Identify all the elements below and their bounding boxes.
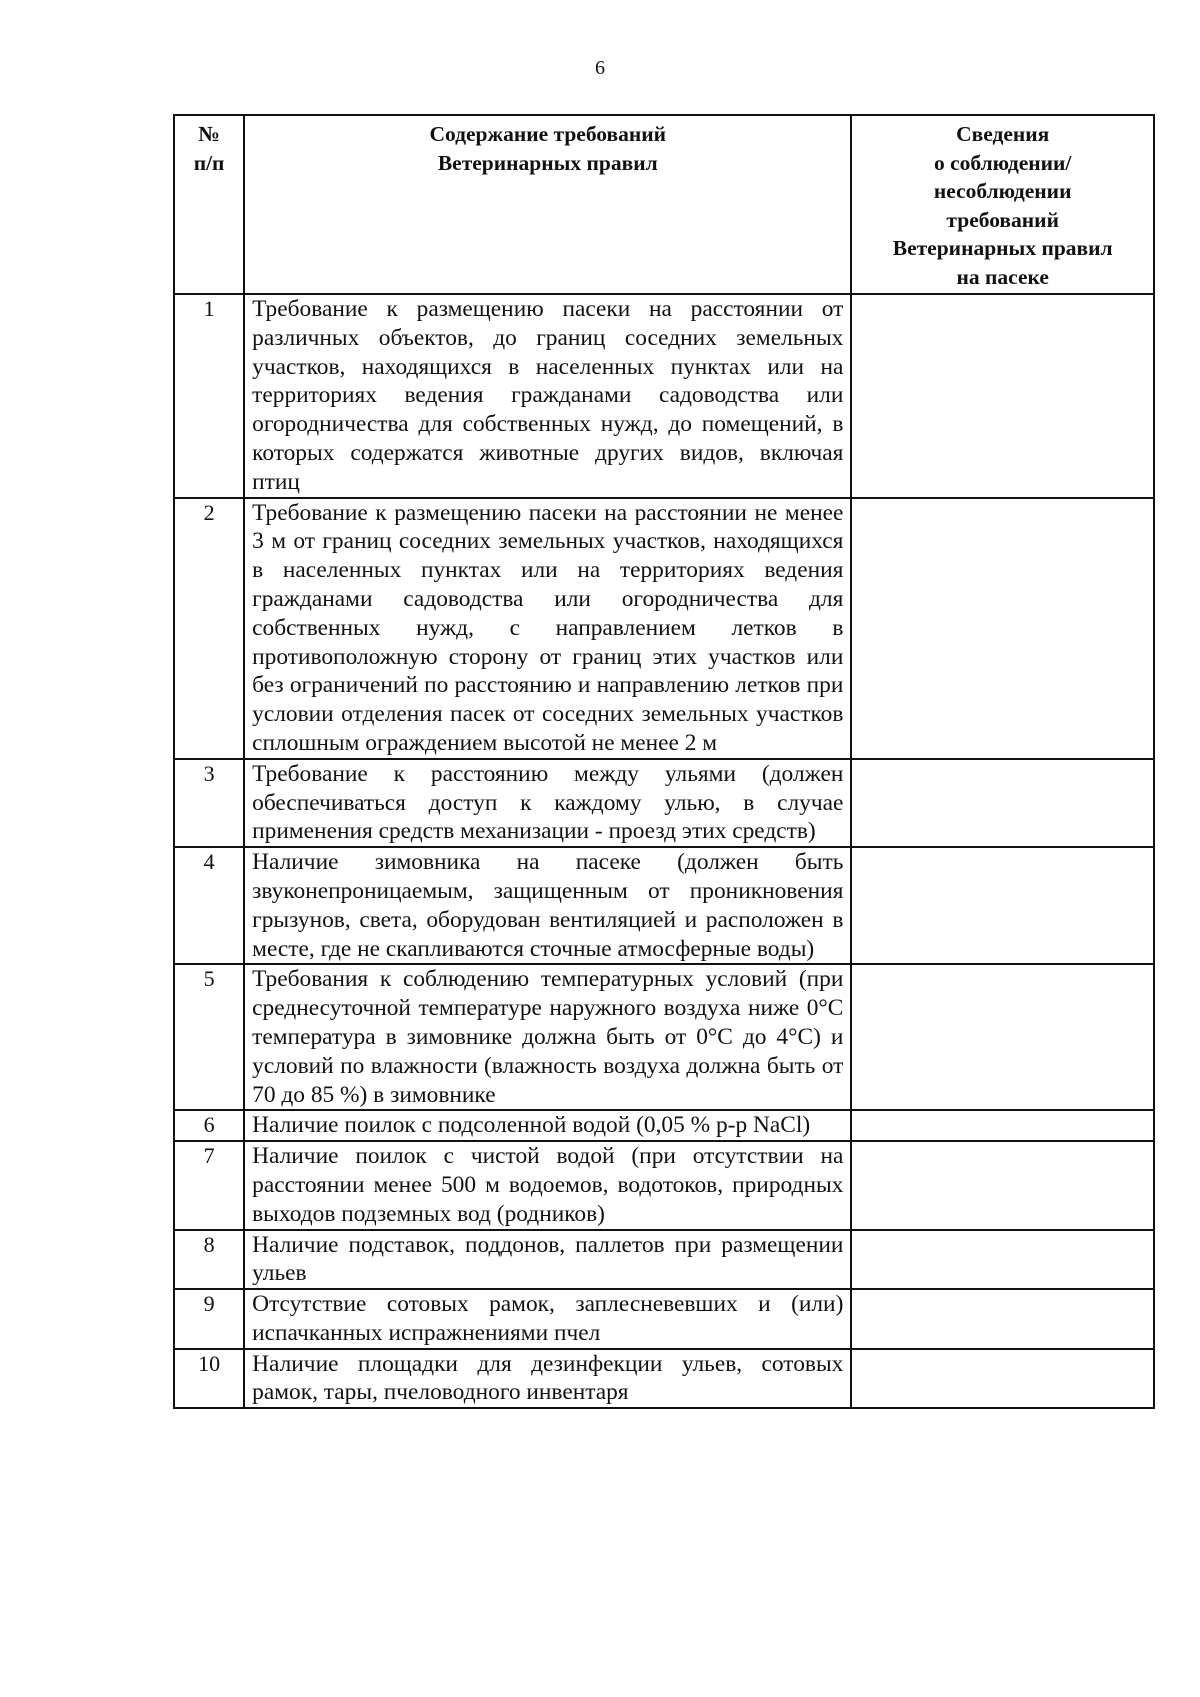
row-number: 10 [174, 1349, 244, 1409]
header-num-line: № [198, 122, 220, 146]
table-row [174, 1289, 1154, 1349]
requirement-text: Наличие подставок, поддонов, паллетов при размещении ульев [244, 1230, 851, 1290]
row-number: 5 [174, 964, 244, 1110]
compliance-cell [851, 1230, 1154, 1290]
row-number: 4 [174, 847, 244, 964]
header-status-line: о соблюдении/ [933, 150, 1072, 175]
row-number: 8 [174, 1230, 244, 1290]
header-content-line: Ветеринарных правил [437, 150, 658, 175]
row-number: 9 [174, 1289, 244, 1349]
row-number: 7 [174, 1141, 244, 1229]
row-number: 3 [174, 759, 244, 847]
table-row [174, 498, 1154, 759]
table-row [174, 1349, 1154, 1409]
header-status-line: на пасеке [956, 264, 1049, 289]
header-num [174, 115, 244, 294]
requirement-text: Наличие поилок с чистой водой (при отсутствии на расстоянии менее 500 м водоемов, водотоков, природных выходов подземных вод (родников) [244, 1141, 851, 1229]
compliance-cell [851, 498, 1154, 759]
requirement-text: Наличие поилок с подсоленной водой (0,05 % р-р NaCl) [244, 1110, 851, 1141]
header-content [244, 115, 851, 294]
header-status [851, 115, 1154, 294]
requirement-text: Требование к размещению пасеки на расстоянии от различных объектов, до границ соседних земельных участков, находящихся в населенных пунктах или на территориях ведения гражданами садоводства или огородничества для собственных нужд, до помещений, в которых содержатся животные других видов, включая птиц [244, 294, 851, 498]
compliance-cell [851, 1349, 1154, 1409]
compliance-cell [851, 294, 1154, 498]
requirement-text: Наличие зимовника на пасеке (должен быть звуконепроницаемым, защищенным от проникновения грызунов, света, оборудован вентиляцией и расположен в месте, где не скапливаются сточные атмосферные воды) [244, 847, 851, 964]
header-status-line: Сведения [956, 122, 1050, 146]
row-number: 6 [174, 1110, 244, 1141]
header-num-line: п/п [193, 150, 225, 175]
table-row [174, 294, 1154, 498]
header-status-line: несоблюдении [933, 179, 1072, 203]
header-status-line: Ветеринарных правил [892, 236, 1113, 260]
page-number: 6 [595, 57, 605, 79]
table-row [174, 1110, 1154, 1141]
requirement-text: Наличие площадки для дезинфекции ульев, сотовых рамок, тары, пчеловодного инвентаря [244, 1349, 851, 1409]
header-status-line: требований [946, 207, 1059, 232]
requirement-text: Требование к размещению пасеки на расстоянии не менее 3 м от границ соседних земельных участков, находящихся в населенных пунктах или на территориях ведения гражданами садоводства или огородничества для собственных нужд, с направлением летков в противоположную сторону от границ этих участков или без ограничений по расстоянию и направлению летков при условии отделения пасек от соседних земельных участков сплошным ограждением высотой не менее 2 м [244, 498, 851, 759]
row-number: 2 [174, 498, 244, 759]
table-header-row [174, 115, 1154, 294]
requirements-table [173, 114, 1155, 1409]
table-row [174, 1230, 1154, 1290]
table-row [174, 1141, 1154, 1229]
header-content-line: Содержание требований [429, 122, 667, 146]
compliance-cell [851, 1289, 1154, 1349]
compliance-cell [851, 964, 1154, 1110]
requirement-text: Требования к соблюдению температурных условий (при среднесуточной температуре наружного воздуха ниже 0°С температура в зимовнике должна быть от 0°С до 4°С) и условий по влажности (влажность воздуха должна быть от 70 до 85 %) в зимовнике [244, 964, 851, 1110]
compliance-cell [851, 1110, 1154, 1141]
table-row [174, 964, 1154, 1110]
row-number: 1 [174, 294, 244, 498]
compliance-cell [851, 847, 1154, 964]
table-row [174, 847, 1154, 964]
requirement-text: Отсутствие сотовых рамок, заплесневевших и (или) испачканных испражнениями пчел [244, 1289, 851, 1349]
table-row [174, 759, 1154, 847]
requirement-text: Требование к расстоянию между ульями (должен обеспечиваться доступ к каждому улью, в случае применения средств механизации - проезд этих средств) [244, 759, 851, 847]
compliance-cell [851, 759, 1154, 847]
compliance-cell [851, 1141, 1154, 1229]
